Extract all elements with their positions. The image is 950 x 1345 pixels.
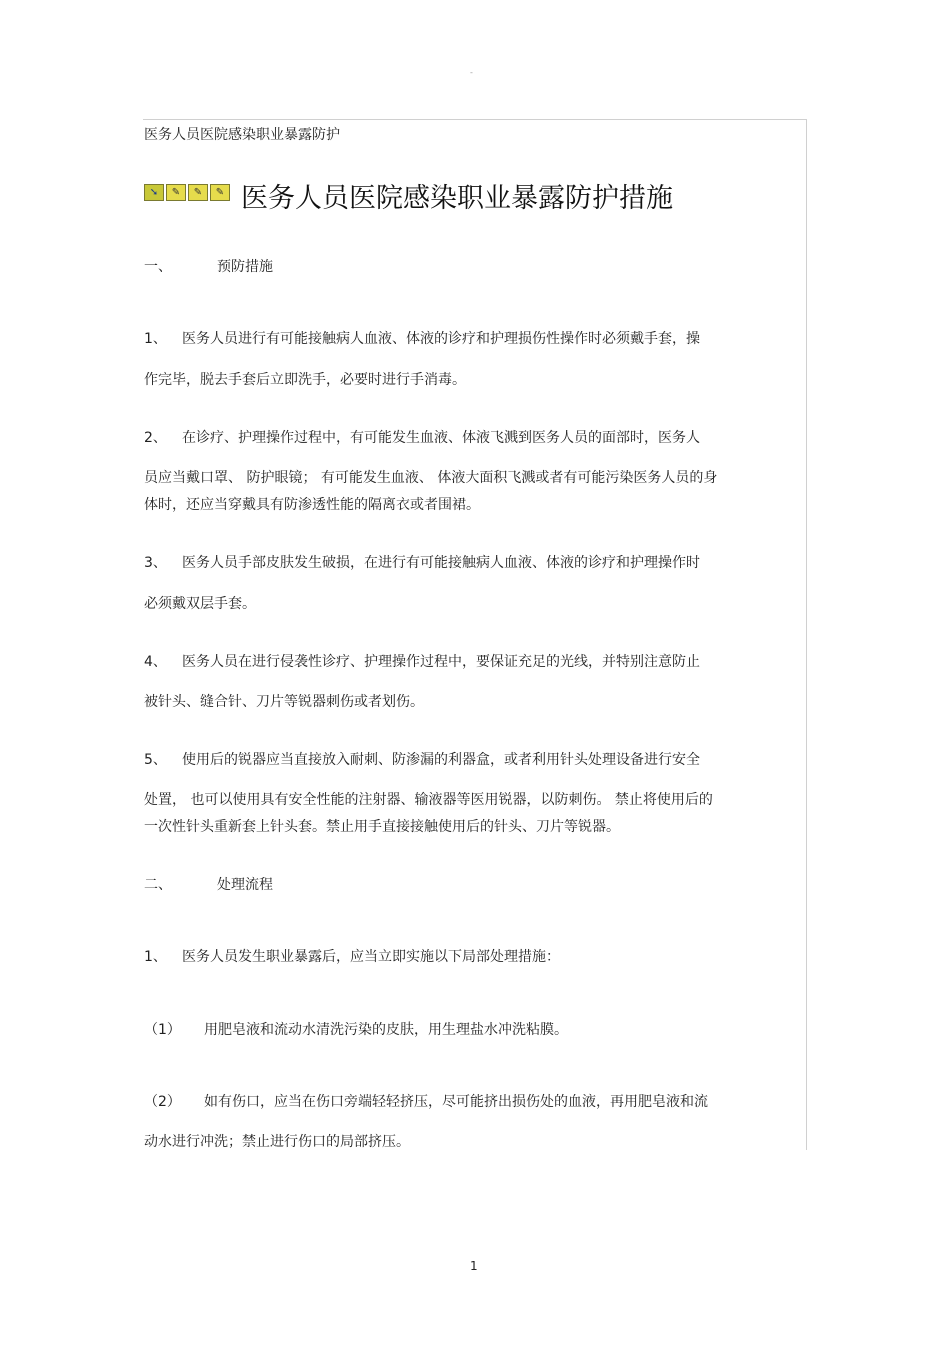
item-number: 5、 <box>144 752 167 768</box>
paragraph-line: 体时，还应当穿戴具有防渗透性能的隔离衣或者围裙。 <box>144 497 480 513</box>
section-heading <box>144 874 273 894</box>
paragraph-line <box>144 1019 568 1039</box>
icon-strip <box>144 184 230 201</box>
item-text: 医务人员在进行侵袭性诊疗、护理操作过程中，要保证充足的光线，并特别注意防止 <box>182 654 700 670</box>
item-text: 用肥皂液和流动水清洗污染的皮肤，用生理盐水冲洗粘膜。 <box>204 1022 568 1038</box>
paragraph-line: 必须戴双层手套。 <box>144 596 256 612</box>
item-number: （1） <box>144 1022 181 1038</box>
item-number: 1、 <box>144 949 167 965</box>
link-icon[interactable]: ✎ <box>188 184 208 201</box>
paragraph-line <box>144 651 700 671</box>
paragraph-line: 一次性针头重新套上针头套。禁止用手直接接触使用后的针头、刀片等锐器。 <box>144 819 620 835</box>
document-title: 医务人员医院感染职业暴露防护措施 <box>241 183 673 214</box>
paragraph-line: 被针头、缝合针、刀片等锐器刺伤或者划伤。 <box>144 694 424 710</box>
section-number: 二、 <box>144 877 172 893</box>
section-label: 预防措施 <box>217 259 273 275</box>
top-marker: - <box>470 68 473 77</box>
paragraph-line: 作完毕，脱去手套后立即洗手，必要时进行手消毒。 <box>144 372 466 388</box>
paragraph-line: 处置， 也可以使用具有安全性能的注射器、输液器等医用锐器，以防刺伤。 禁止将使用后的 <box>144 792 713 808</box>
paragraph-line <box>144 427 700 447</box>
item-number: 1、 <box>144 331 167 347</box>
page-number: 1 <box>470 1259 478 1273</box>
paragraph-line <box>144 946 560 966</box>
item-text: 医务人员进行有可能接触病人血液、体液的诊疗和护理损伤性操作时必须戴手套，操 <box>182 331 700 347</box>
item-number: 4、 <box>144 654 167 670</box>
section-label: 处理流程 <box>217 877 273 893</box>
section-heading <box>144 256 273 276</box>
page-header: 医务人员医院感染职业暴露防护 <box>144 127 340 143</box>
item-text: 如有伤口，应当在伤口旁端轻轻挤压，尽可能挤出损伤处的血液，再用肥皂液和流 <box>204 1094 708 1110</box>
paragraph-line <box>144 1091 708 1111</box>
arrow-icon[interactable]: ➘ <box>144 184 164 201</box>
paragraph-line <box>144 328 700 348</box>
item-number: （2） <box>144 1094 181 1110</box>
item-number: 2、 <box>144 430 167 446</box>
item-text: 使用后的锐器应当直接放入耐刺、防渗漏的利器盒，或者利用针头处理设备进行安全 <box>182 752 700 768</box>
item-text: 在诊疗、护理操作过程中，有可能发生血液、体液飞溅到医务人员的面部时，医务人 <box>182 430 700 446</box>
paragraph-line: 动水进行冲洗；禁止进行伤口的局部挤压。 <box>144 1134 410 1150</box>
item-number: 3、 <box>144 555 167 571</box>
link-icon[interactable]: ✎ <box>210 184 230 201</box>
item-text: 医务人员手部皮肤发生破损，在进行有可能接触病人血液、体液的诊疗和护理操作时 <box>182 555 700 571</box>
item-text: 医务人员发生职业暴露后，应当立即实施以下局部处理措施： <box>182 949 560 965</box>
link-icon[interactable]: ✎ <box>166 184 186 201</box>
section-number: 一、 <box>144 259 172 275</box>
paragraph-line: 员应当戴口罩、 防护眼镜； 有可能发生血液、 体液大面积飞溅或者有可能污染医务人员的身 <box>144 470 718 486</box>
paragraph-line <box>144 749 700 769</box>
paragraph-line <box>144 552 700 572</box>
